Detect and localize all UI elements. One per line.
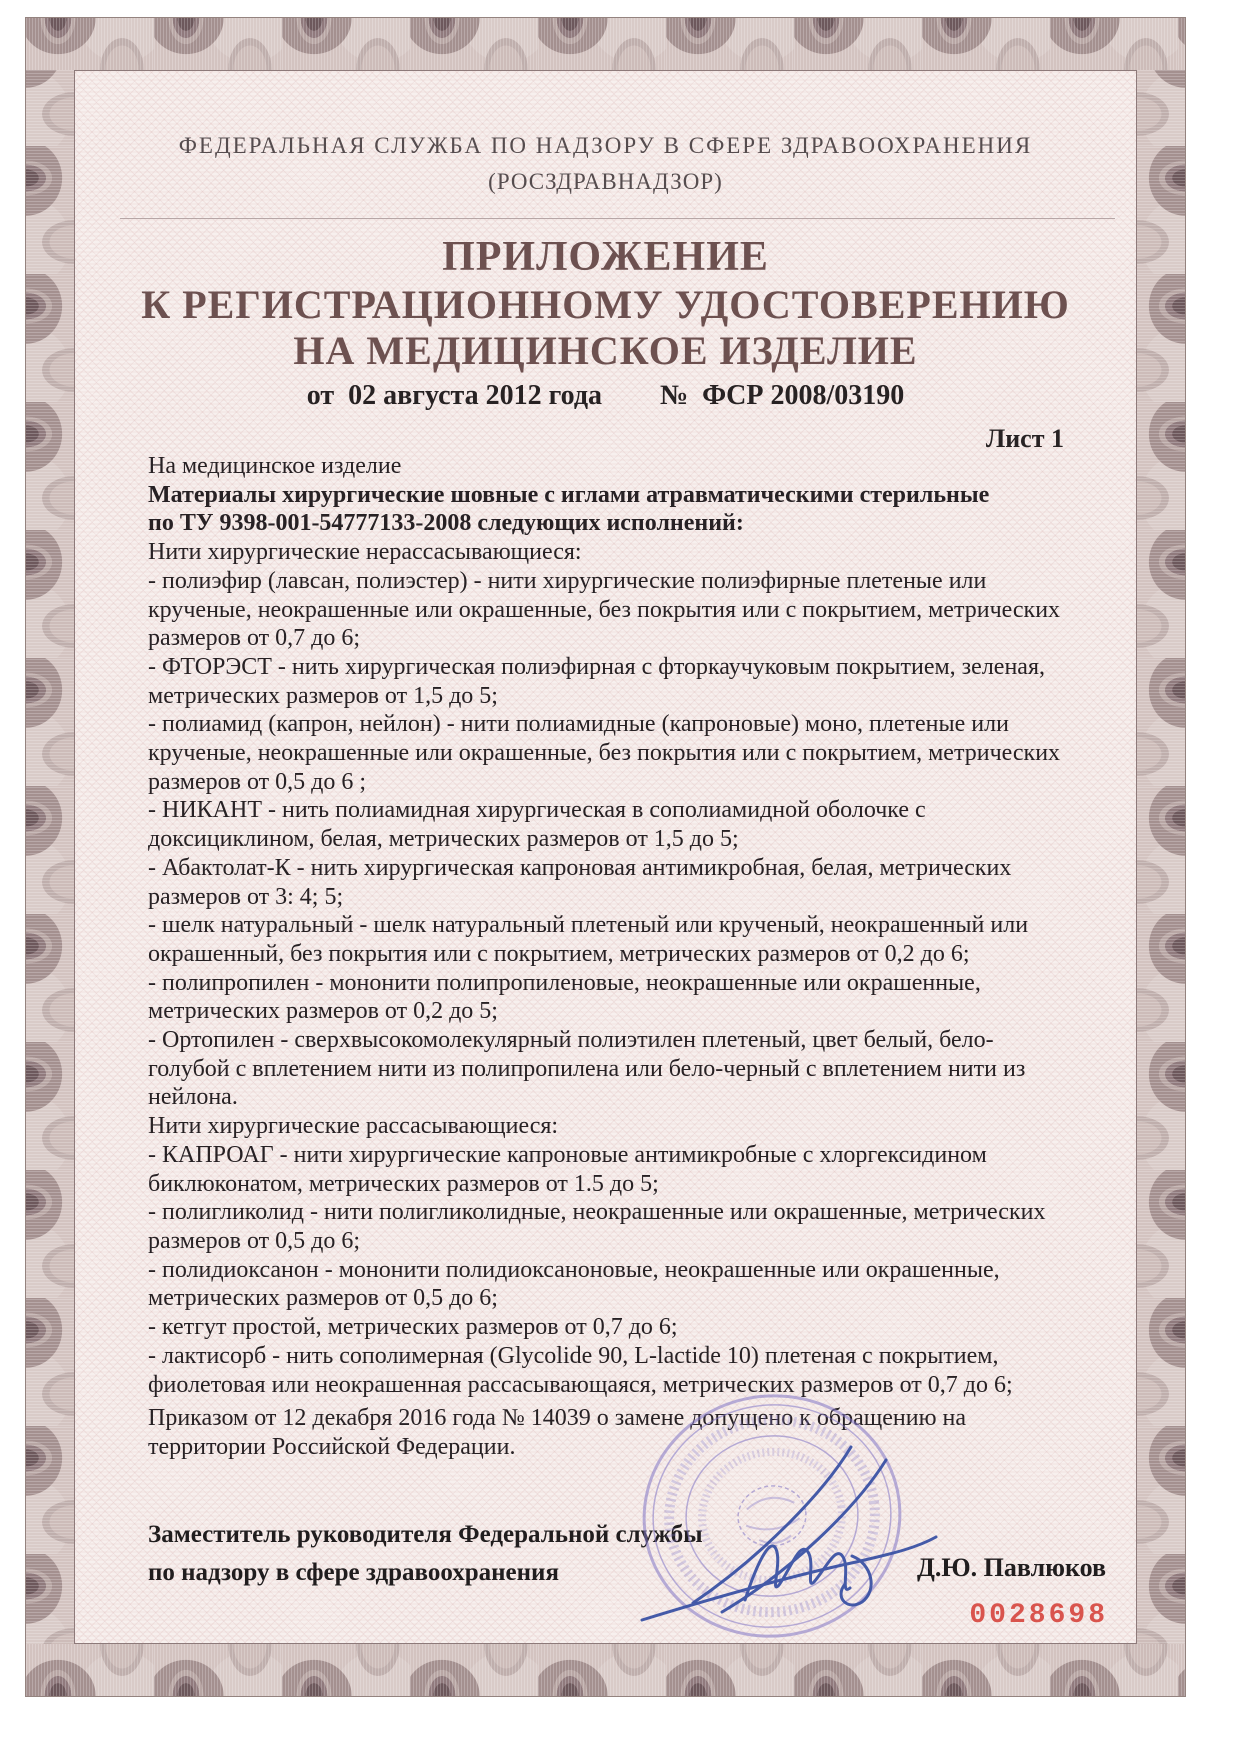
body-line: биклюконатом, метрических размеров от 1.5 до 5; [148, 1170, 659, 1197]
body-line: метрических размеров от 0,2 до 5; [148, 998, 498, 1025]
body-line: - Ортопилен - сверхвысокомолекулярный полиэтилен плетеный, цвет белый, бело- [148, 1027, 994, 1054]
date-number-row [73, 380, 1138, 412]
body-line: крученые, неокрашенные или окрашенные, без покрытия или с покрытием, метрических [148, 596, 1061, 623]
body-line: На медицинское изделие [148, 453, 402, 479]
signer-position-line2: по надзору в сфере здравоохранения [148, 1559, 559, 1586]
body-line: окрашенный, без покрытия или с покрытием, метрических размеров от 0,2 до 6; [148, 940, 970, 967]
body-line: по ТУ 9398-001-54777133-2008 следующих исполнений: [148, 510, 744, 537]
document-title-line1: ПРИЛОЖЕНИЕ [442, 234, 769, 280]
document-title-line2: К РЕГИСТРАЦИОННОМУ УДОСТОВЕРЕНИЮ [141, 282, 1070, 327]
body-line: - полиэфир (лавсан, полиэстер) - нити хирургические полиэфирные плетеные или [148, 567, 987, 594]
body-text [148, 452, 1148, 1462]
body-line: размеров от 0,5 до 6 ; [148, 768, 367, 795]
body-line: Приказом от 12 декабря 2016 года № 14039 о замене допущено к обращению на [148, 1405, 967, 1432]
signer-name: Д.Ю. Павлюков [917, 1553, 1107, 1582]
body-line: - шелк натуральный - шелк натуральный плетеный или крученый, неокрашенный или [148, 912, 1029, 939]
document-title-line3: НА МЕДИЦИНСКОЕ ИЗДЕЛИЕ [293, 328, 918, 373]
agency-name: ФЕДЕРАЛЬНАЯ СЛУЖБА ПО НАДЗОРУ В СФЕРЕ ЗДРАВООХРАНЕНИЯ [178, 133, 1033, 158]
body-line: доксициклином, белая, метрических размеров от 1,5 до 5; [148, 826, 739, 853]
body-line: - полипропилен - мононити полипропиленовые, неокрашенные или окрашенные, [148, 969, 981, 996]
body-line: голубой с вплетением нити из полипропилена или бело-черный с вплетением нити из [148, 1055, 1026, 1082]
body-line: - кетгут простой, метрических размеров от 0,7 до 6; [148, 1314, 678, 1341]
body-line: Нити хирургические рассасывающиеся: [148, 1113, 559, 1140]
body-line: - полигликолид - нити полигликолидные, неокрашенные или окрашенные, метрических [148, 1199, 1046, 1226]
body-line: крученые, неокрашенные или окрашенные, без покрытия или с покрытием, метрических [148, 740, 1061, 767]
body-line: размеров от 0,7 до 6; [148, 625, 361, 652]
body-line: - полиамид (капрон, нейлон) - нити полиамидные (капроновые) моно, плетеные или [148, 711, 1009, 738]
body-line: метрических размеров от 1,5 до 5; [148, 682, 498, 709]
body-line: территории Российской Федерации. [148, 1433, 516, 1460]
signer-position-line1: Заместитель руководителя Федеральной службы [148, 1521, 703, 1548]
serial-number: 0028698 [969, 1600, 1108, 1631]
body-line: - полидиоксанон - мононити полидиоксаноновые, неокрашенные или окрашенные, [148, 1256, 1000, 1283]
sheet-number: Лист 1 [985, 424, 1064, 453]
body-line: Нити хирургические нерассасывающиеся: [148, 539, 582, 566]
certificate-number: № ФСР 2008/03190 [659, 380, 905, 411]
body-line: нейлона. [148, 1084, 238, 1111]
agency-short-name: (РОСЗДРАВНАДЗОР) [488, 169, 723, 194]
body-line: - Абактолат-К - нить хирургическая капроновая антимикробная, белая, метрических [148, 854, 1012, 881]
body-line: - лактисорб - нить сополимерная (Glycolide 90, L-lactide 10) плетеная с покрытием, [148, 1342, 999, 1369]
body-line: - КАПРОАГ - нити хирургические капроновые антимикробные с хлоргексидином [148, 1141, 987, 1168]
body-line: - ФТОРЭСТ - нить хирургическая полиэфирная с фторкаучуковым покрытием, зеленая, [148, 653, 1045, 680]
body-line: Материалы хирургические шовные с иглами атравматическими стерильные [148, 481, 990, 508]
body-line: размеров от 0,5 до 6; [148, 1227, 361, 1254]
body-line: - НИКАНТ - нить полиамидная хирургическая в сополиамидной оболочке с [148, 797, 926, 824]
body-line: фиолетовая или неокрашенная рассасывающаяся, метрических размеров от 0,7 до 6; [148, 1371, 1013, 1398]
body-line: размеров от 3: 4; 5; [148, 883, 344, 910]
issue-date: от 02 августа 2012 года [306, 380, 602, 411]
body-line: метрических размеров от 0,5 до 6; [148, 1285, 498, 1312]
header-divider [120, 218, 1115, 219]
